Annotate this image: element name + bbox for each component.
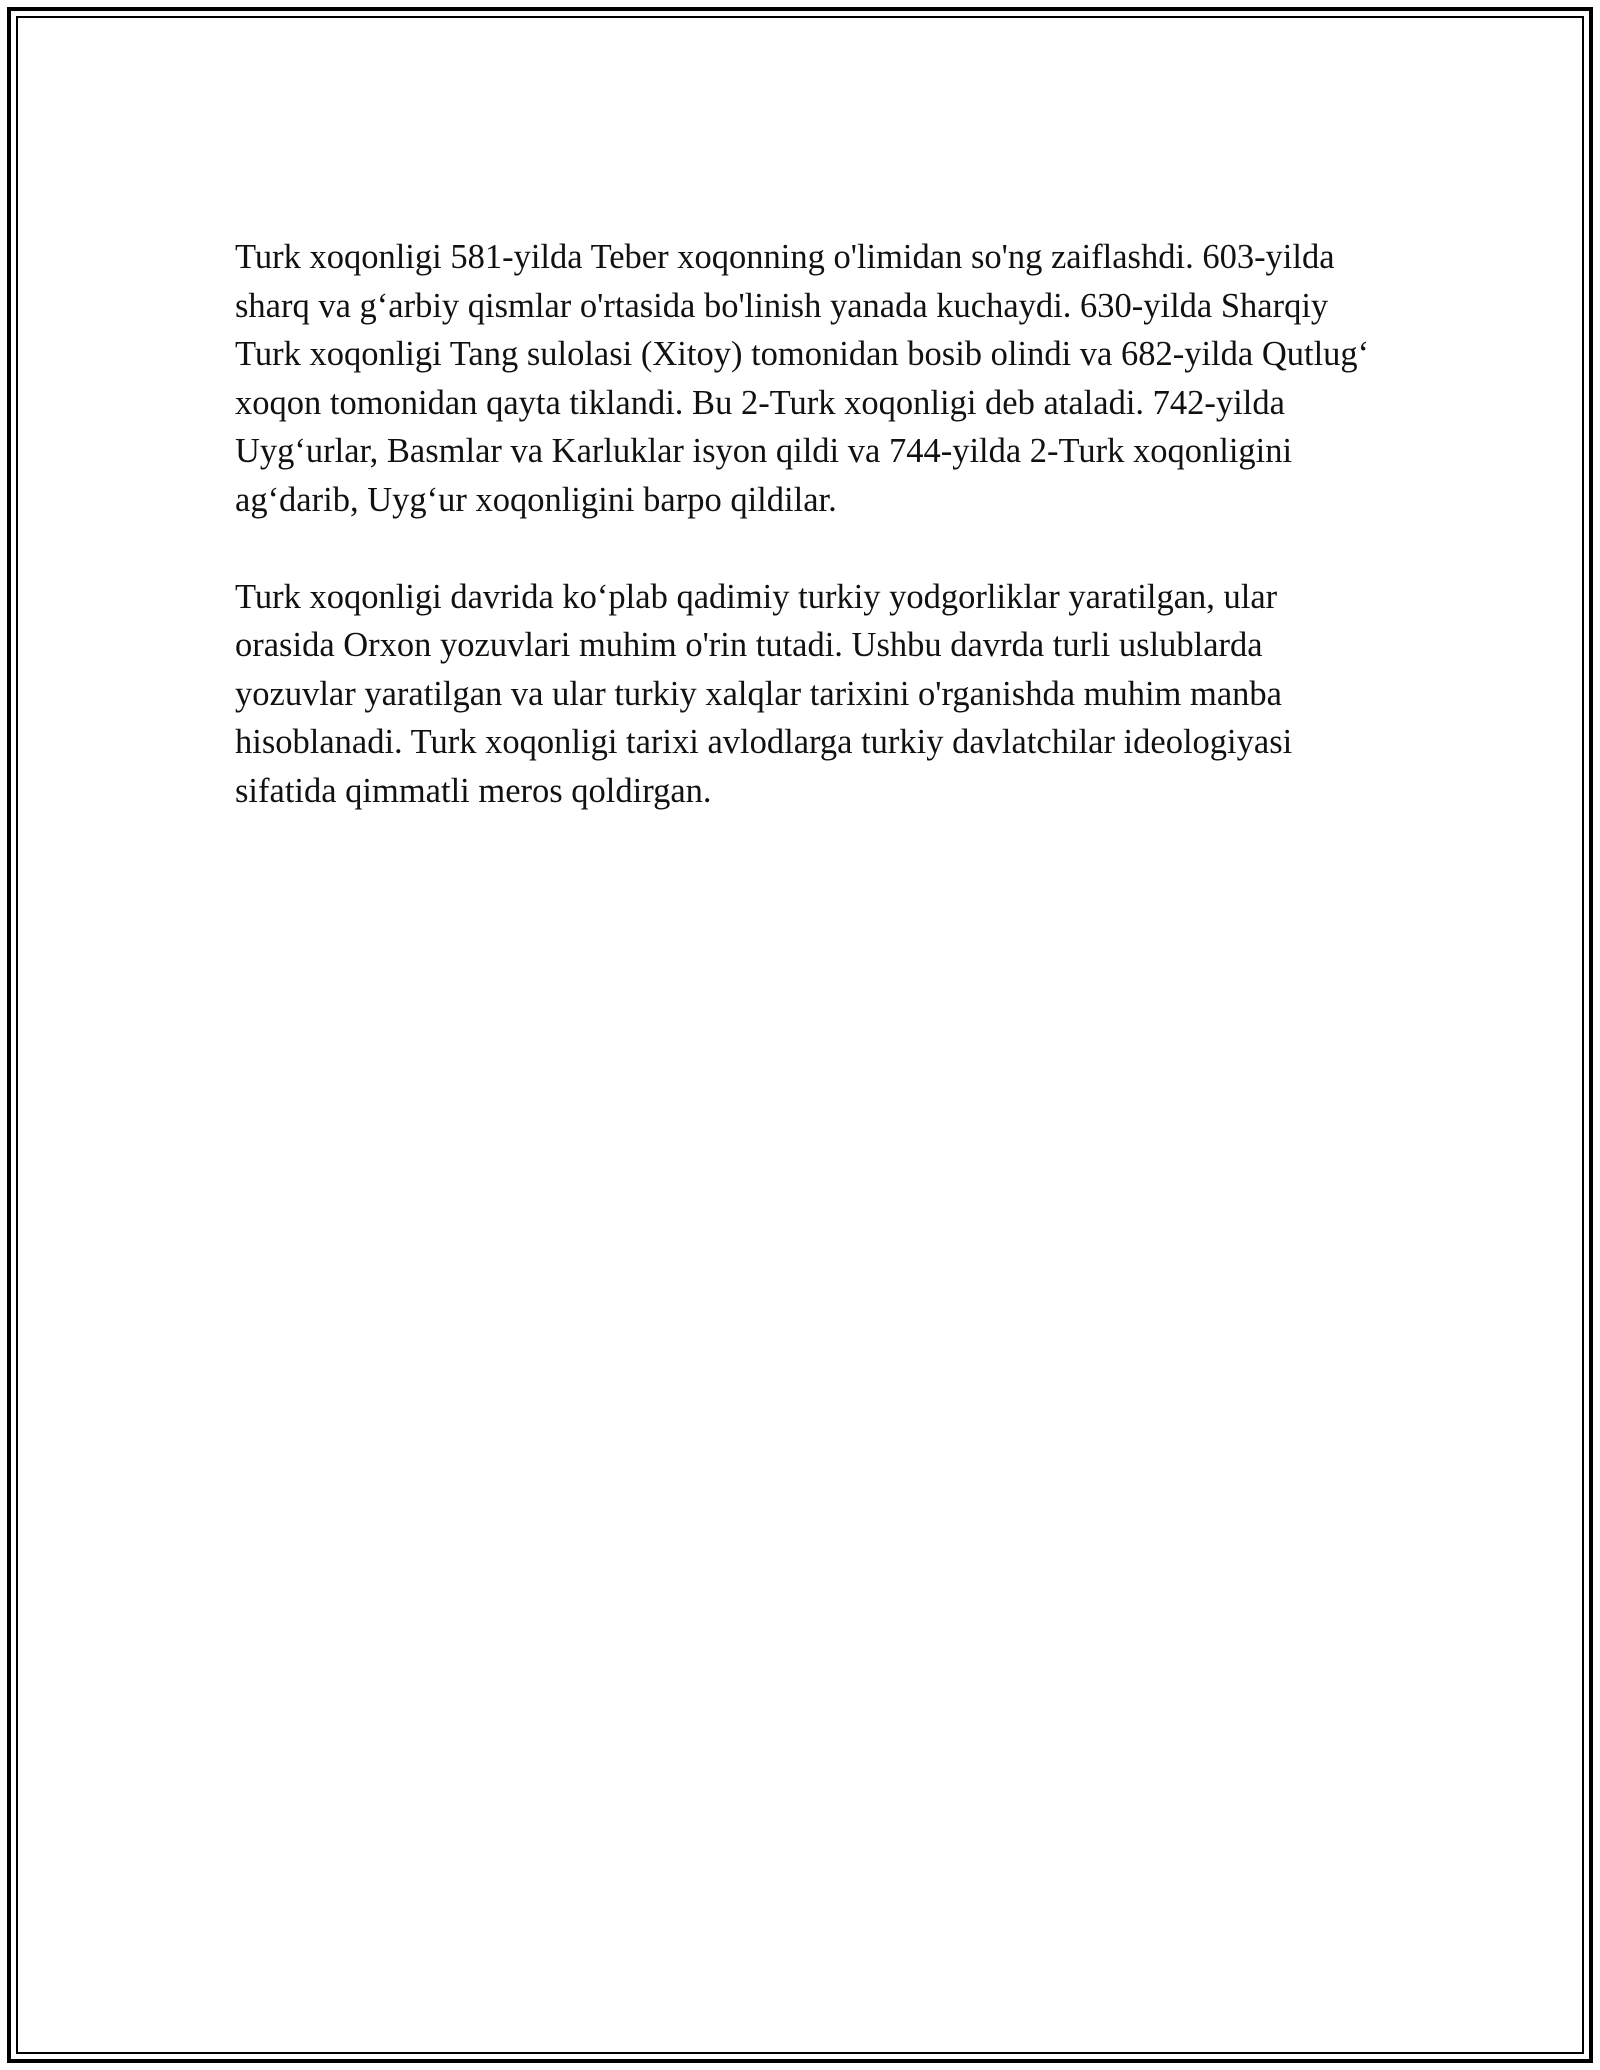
- document-body: [235, 233, 1375, 815]
- paragraph-1: Turk xoqonligi 581-yilda Teber xoqonning o'limidan so'ng zaiflashdi. 603-yilda sharq va g‘arbiy qismlar o'rtasida bo'linish yanada kuchaydi. 630-yilda Sharqiy Turk xoqonligi Tang sulolasi (Xitoy) tomonidan bosib olindi va 682-yilda Qutlug‘ xoqon tomonidan qayta tiklandi. Bu 2-Turk xoqonligi deb ataladi. 742-yilda Uyg‘urlar, Basmlar va Karluklar isyon qildi va 744-yilda 2-Turk xoqonligini ag‘darib, Uyg‘ur xoqonligini barpo qildilar.: [235, 238, 1370, 519]
- paragraph-2: Turk xoqonligi davrida ko‘plab qadimiy turkiy yodgorliklar yaratilgan, ular orasida Orxon yozuvlari muhim o'rin tutadi. Ushbu davrda turli uslublarda yozuvlar yaratilgan va ular turkiy xalqlar tarixini o'rganishda muhim manba hisoblanadi. Turk xoqonligi tarixi avlodlarga turkiy davlatchilar ideologiyasi sifatida qimmatli meros qoldirgan.: [235, 577, 1293, 810]
